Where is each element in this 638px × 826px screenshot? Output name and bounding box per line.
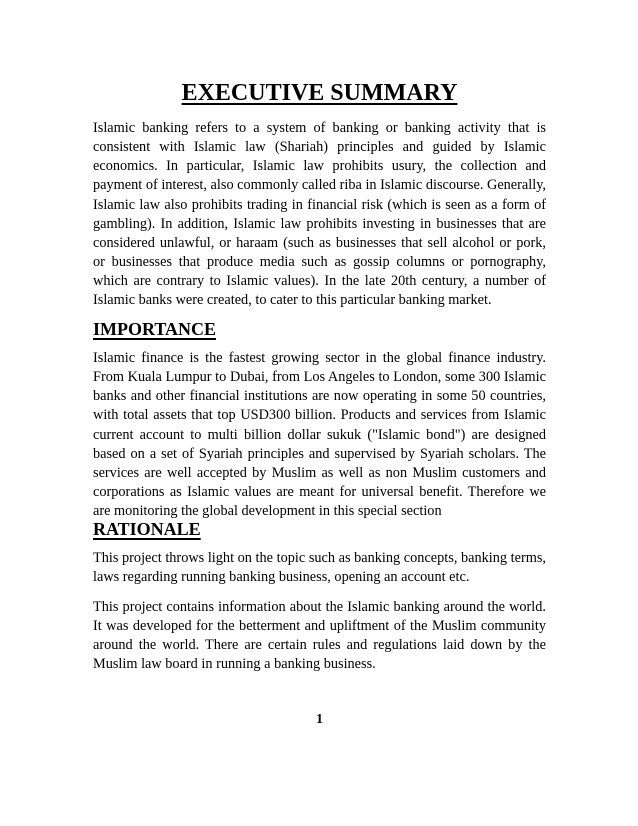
rationale-paragraph-2: This project contains information about the Islamic banking around the world. It was developed for the betterment and upliftment of the Muslim community around the world. There are certain rules and regulations laid down by the Muslim law board in running a banking business. <box>93 599 546 673</box>
intro-paragraph: Islamic banking refers to a system of banking or banking activity that is consistent with Islamic law (Shariah) principles and guided by Islamic economics. In particular, Islamic law prohibits usury, the collection and payment of interest, also commonly called riba in Islamic discourse. Generally, Islamic law also prohibits trading in financial risk (which is seen as a form of gambling). In addition, Islamic law prohibits investing in businesses that are considered unlawful, or haraam (such as businesses that sell alcohol or pork, or businesses that produce media such as gossip columns or pornography, which are contrary to Islamic values). In the late 20th century, a number of Islamic banks were created, to cater to this particular banking market. <box>93 120 546 309</box>
rationale-paragraph-1: This project throws light on the topic such as banking concepts, banking terms, laws regarding running banking business, opening an account etc. <box>93 550 546 586</box>
page-number: 1 <box>316 712 323 727</box>
importance-heading: IMPORTANCE <box>93 319 217 339</box>
importance-paragraph: Islamic finance is the fastest growing sector in the global finance industry. From Kuala Lumpur to Dubai, from Los Angeles to London, some 300 Islamic banks and other financial institutions are now operating in some 50 countries, with total assets that top USD300 billion. Products and services from Islamic current account to multi billion dollar sukuk ("Islamic bond") are designed based on a set of Syariah principles and supervised by Syariah scholars. The services are well accepted by Muslim as well as non Muslim customers and corporations as Islamic values are meant for universal benefit. Therefore we are monitoring the global development in this special section <box>93 350 546 520</box>
page-title: EXECUTIVE SUMMARY <box>181 80 458 106</box>
rationale-heading: RATIONALE <box>93 519 201 539</box>
